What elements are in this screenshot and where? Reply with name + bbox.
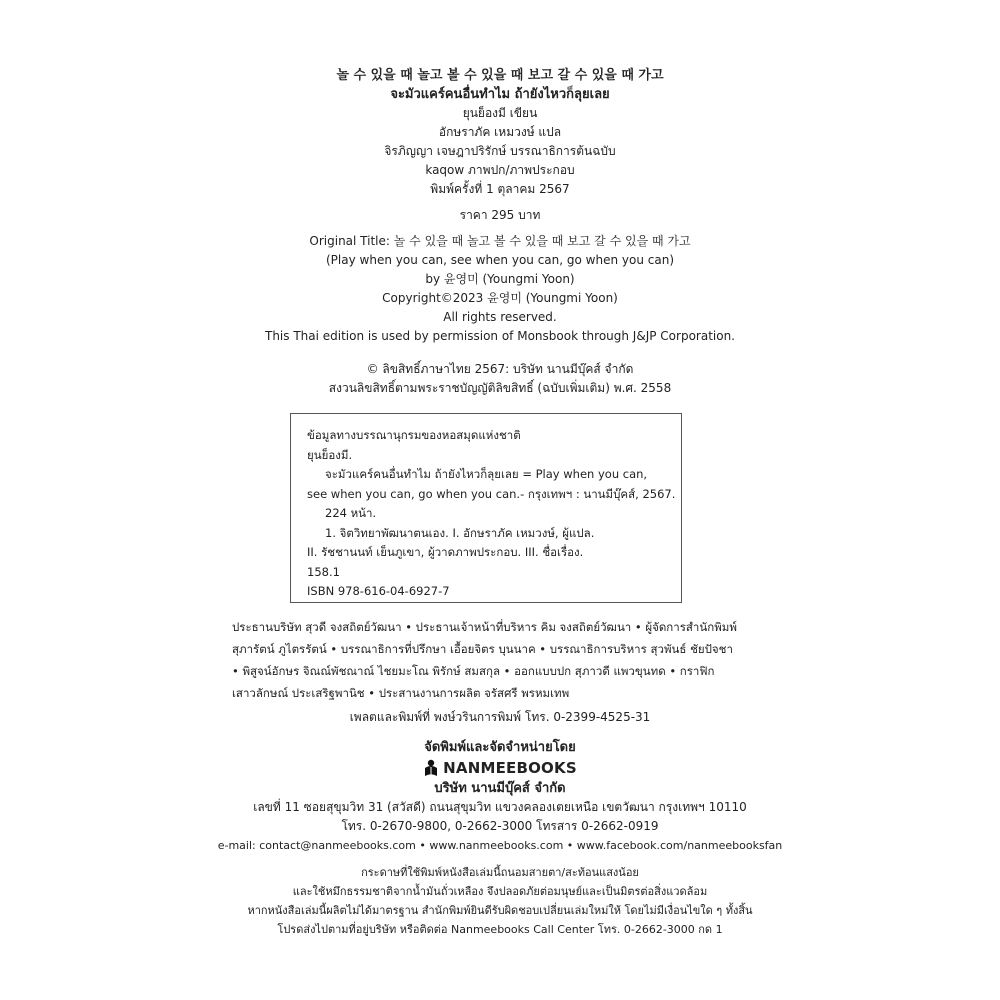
book-info (0, 66, 1000, 398)
company-contact: e-mail: contact@nanmeebooks.com • www.nanmeebooks.com • www.facebook.com/nanmeebooksfan (217, 839, 783, 852)
cip-subjects: 1. จิตวิทยาพัฒนาตนเอง. I. อักษราภัค เหมวงษ์, ผู้แปล. (325, 525, 595, 540)
nanmeebooks-logo-icon (423, 759, 439, 777)
edition-info: พิมพ์ครั้งที่ 1 ตุลาคม 2567 (430, 182, 570, 196)
publisher-logo (0, 757, 1000, 779)
staff-credits (232, 616, 772, 704)
staff-line: สุภารัตน์ ภูไตรรัตน์ • บรรณาธิการที่ปรึกษา เอื้อยจิตร บุนนาค • บรรณาธิการบริหาร สุวพันธ์ ชัยปัจชา (232, 642, 733, 656)
cip-classification: 158.1 (307, 564, 340, 579)
paper-note-line: โปรดส่งไปตามที่อยู่บริษัท หรือติดต่อ Nanmeebooks Call Center โทร. 0-2662-3000 กด 1 (277, 923, 723, 936)
distribution-info (0, 738, 1000, 855)
cip-box (290, 413, 682, 603)
cip-pages: 224 หน้า. (325, 506, 377, 520)
price: ราคา 295 บาท (459, 208, 541, 222)
cip-author: ยุนย็องมี. (307, 447, 353, 462)
company-address: เลขที่ 11 ซอยสุขุมวิท 31 (สวัสดี) ถนนสุขุมวิท แขวงคลองเตยเหนือ เขตวัฒนา กรุงเทพฯ 10110 (253, 800, 747, 814)
author-credit: ยุนย็องมี เขียน (462, 106, 538, 120)
thai-copyright: © ลิขสิทธิ์ภาษาไทย 2567: บริษัท นานมีบุ๊คส์ จำกัด (366, 362, 634, 376)
rights-reserved: All rights reserved. (443, 310, 557, 324)
paper-note-line: และใช้หมึกธรรมชาติจากน้ำมันถั่วเหลือง จึงปลอดภัยต่อมนุษย์และเป็นมิตรต่อสิ่งแวดล้อม (292, 885, 708, 898)
illustrator-credit: kaqow ภาพปก/ภาพประกอบ (425, 163, 575, 177)
publisher-logo-text: NANMEEBOOKS (443, 759, 577, 777)
cip-isbn: ISBN 978-616-04-6927-7 (307, 584, 450, 598)
korean-title: 놀 수 있을 때 놀고 볼 수 있을 때 보고 갈 수 있을 때 가고 (336, 68, 664, 83)
printer-line: เพลตและพิมพ์ที่ พงษ์วรินการพิมพ์ โทร. 0-2399-4525-31 (349, 710, 651, 724)
paper-note (0, 863, 1000, 939)
printer-info (0, 708, 1000, 727)
copyright-act: สงวนลิขสิทธิ์ตามพระราชบัญญัติลิขสิทธิ์ (ฉบับเพิ่มเติม) พ.ศ. 2558 (328, 381, 672, 395)
distribution-heading: จัดพิมพ์และจัดจำหน่ายโดย (424, 740, 576, 755)
staff-line: • พิสูจน์อักษร จิณณ์พัชณาณ์ ไชยมะโณ พิรักษ์ สมสกุล • ออกแบบปก สุภาวดี แพวขุนทด • กราฟิก (232, 664, 715, 678)
original-title: Original Title: 놀 수 있을 때 놀고 볼 수 있을 때 보고 갈 수 있을 때 가고 (309, 234, 691, 248)
original-author: by 윤영미 (Youngmi Yoon) (425, 272, 575, 286)
translator-credit: อักษราภัค เหมวงษ์ แปล (438, 125, 562, 139)
company-name: บริษัท นานมีบุ๊คส์ จำกัด (434, 781, 566, 796)
original-copyright: Copyright©2023 윤영미 (Youngmi Yoon) (382, 291, 618, 305)
permission-notice: This Thai edition is used by permission of Monsbook through J&JP Corporation. (264, 329, 735, 343)
staff-line: ประธานบริษัท สุวดี จงสถิตย์วัฒนา • ประธานเจ้าหน้าที่บริหาร คิม จงสถิตย์วัฒนา • ผู้จัดการสำนักพิมพ์ (232, 620, 737, 634)
company-phone: โทร. 0-2670-9800, 0-2662-3000 โทรสาร 0-2662-0919 (341, 819, 659, 833)
cip-added-entries: II. รัชชานนท์ เย็นภูเขา, ผู้วาดภาพประกอบ. III. ชื่อเรื่อง. (307, 545, 584, 559)
thai-title: จะมัวแคร์คนอื่นทำไม ถ้ายังไหวก็ลุยเลย (390, 87, 610, 102)
paper-note-line: กระดาษที่ใช้พิมพ์หนังสือเล่มนี้ถนอมสายตา/สะท้อนแสงน้อย (361, 866, 639, 879)
cip-heading: ข้อมูลทางบรรณานุกรมของหอสมุดแห่งชาติ (307, 428, 521, 442)
cip-title-line: จะมัวแคร์คนอื่นทำไม ถ้ายังไหวก็ลุยเลย = Play when you can, (325, 467, 648, 481)
editor-credit: จิรภิญญา เจษฎาปริรักษ์ บรรณาธิการต้นฉบับ (384, 144, 616, 158)
staff-line: เสาวลักษณ์ ประเสริฐพานิช • ประสานงานการผลิต จรัสศรี พรหมเทพ (232, 686, 570, 700)
paper-note-line: หากหนังสือเล่มนี้ผลิตไม่ได้มาตรฐาน สำนักพิมพ์ยินดีรับผิดชอบเปลี่ยนเล่มใหม่ให้ โดยไม่มีเงื่อนไขใด ๆ ทั้งสิ้น (247, 904, 753, 917)
original-english-title: (Play when you can, see when you can, go when you can) (326, 253, 674, 267)
cip-title-line: see when you can, go when you can.- กรุงเทพฯ : นานมีบุ๊คส์, 2567. (307, 486, 676, 501)
